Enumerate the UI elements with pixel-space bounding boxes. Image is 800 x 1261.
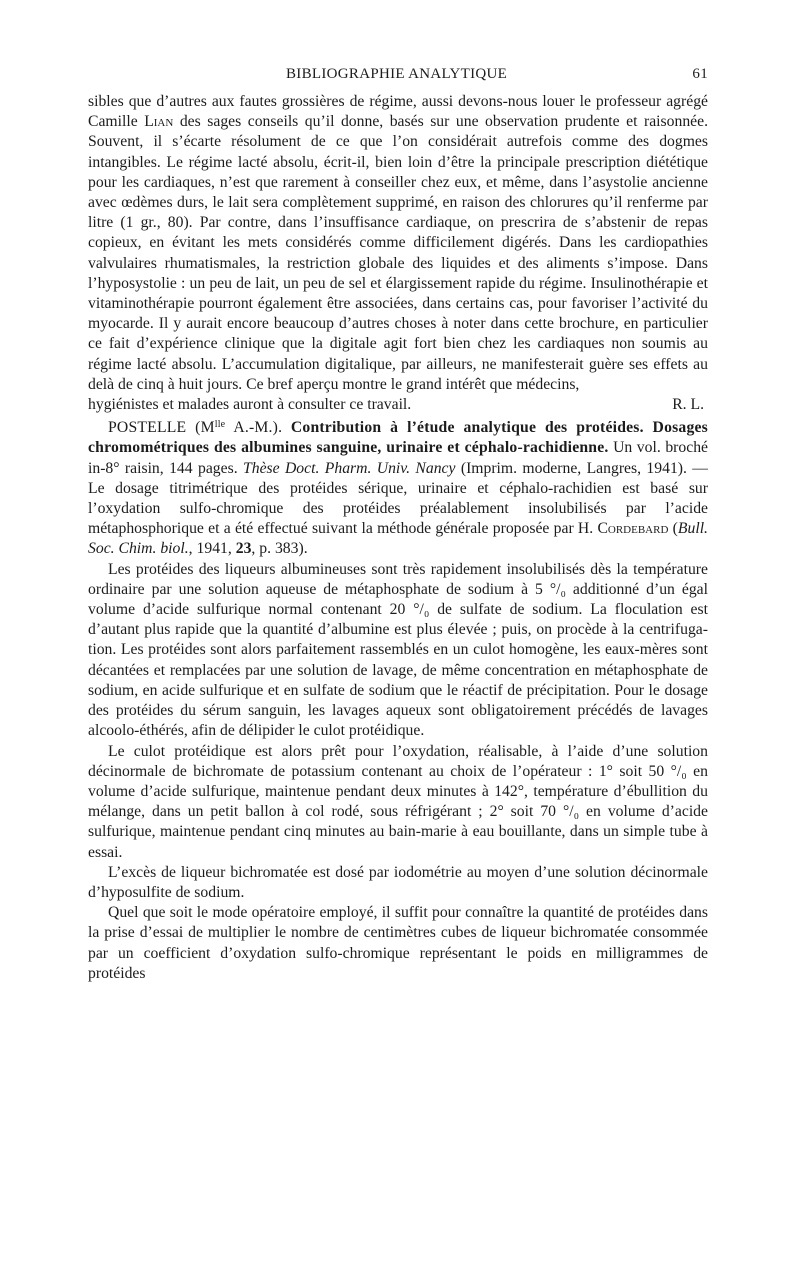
paragraph-oxydation: Le culot protéidique est alors prêt pour l’oxydation, réalisable, à l’aide d’une solution décinormale de bichromate de potassium contenant au choix de l’opérateur : 1° soit 50 °/₀ en volume d’acide sulfurique, maintenue pendant deux minutes à 142°, température d’ébullition du mélange, dans un petit ballon à col rodé, sous réfrigérant ; 2° soit 70 °/₀ en volume d’acide sulfurique, maintenue pendant cinq minutes au bain-marie à eau bouillante, dans un simple tube à essai. — [88, 742, 708, 861]
page-number: 61 — [692, 66, 708, 82]
paragraph-iodometrie: L’excès de liqueur bichromatée est dosé par iodométrie au moyen d’une solution décinormale d’hyposulfite de sodium. — [88, 863, 708, 901]
bibliographic-entry: POSTELLE ($M^{lle}$ A.-M.). Contribution à l’étude analytique des protéides. Dosages chromométriques des albumines sanguine, urinaire et céphalo-rachidienne. Un vol. broché in-8° raisin, 144 pages. Thèse Doct. Pharm. Univ. Nancy (Imprim. moderne, Langres, 1941). — Le dosage titrimétrique des protéides sérique, urinaire et céphalo-rachidien est basé sur l’oxydation sulfo-chromique des protéides préalablement insolubilisés par l’acide métaphosphorique et a été effectué suivant la méthode générale proposée par H. Cordebard (Bull. Soc. Chim. biol., 1941, 23, p. 383). — [88, 419, 709, 558]
author-lian: Lian — [144, 113, 174, 131]
journal-volume: 23 — [235, 540, 252, 558]
reviewer-signature: R. L. — [672, 396, 704, 414]
author-cordebard: Cordebard — [597, 520, 669, 538]
review-continuation-paragraph: sibles que d’autres aux fautes grossières de régime, aussi devons-nous louer le professeur agrégé Camille Lian des sages conseils qu’il donne, basés sur une observation prudente et raisonnée. Souvent, il s’écarte résolument de ce que l’on considérait autrefois comme des dogmes intangibles. Le régime lacté absolu, écrit-il, bien loin d’être la principale prescription diététique pour les cardiaques, n’est que rarement à conseiller chez eux, et même, dans l’asystolie ancienne avec œdèmes durs, le lait sera complètement supprimé, en raison des chlorures qu’il renferme par litre (1 gr., 80). Par contre, dans l’insuffisance cardiaque, on prescrira de s’abstenir de repas copieux, en évitant les mets considérés comme difficilement digérés. Dans les cardiopathies valvulaires rhumatismales, la restriction globale des liquides et des aliments s’impose. Dans l’hyposystolie : un peu de lait, un peu de sel et élargissement rapide du régime. Insulinothérapie et vitaminothérapie pourront également être associées, dans certains cas, pour favoriser l’activité du myocarde. Il y aurait encore beaucoup d’autres choses à noter dans cette brochure, en particulier ce fait d’expérience clinique que la digitale agit fort bien chez les cardiaques non soumis au régime lacté absolu. L’accumulation digitalique, par ailleurs, ne manifesterait guère ses effets au delà de cinq à huit jours. Ce bref aperçu montre le grand intérêt que médecins, — [88, 93, 709, 393]
paragraph-insolubilisation: Les protéides des liqueurs albumineuses sont très rapidement insolubilisés dès la température ordinaire par une solution aqueuse de métaphosphate de sodium à 5 °/₀ additionné d’un égal volume d’acide sulfurique normal contenant 20 °/₀ de sulfate de sodium. La floculation est d’autant plus rapide que la quantité d’albumine est plus élevée ; puis, on procède à la centrifugation. Les protéides sont alors parfaitement rassemblés en un culot homogène, les eaux-mères sont décantées et remplacées par une solution de lavage, de même concentration en métaphosphate de sodium, en acide sulfurique et en sulfate de sodium que le réactif de précipitation. Pour le dosage des protéides du sérum sanguin, les lavages aqueux sont obligatoirement précédés de lavages alcoolo-éthérés, afin de délipider le culot protéidique. — [88, 560, 708, 740]
entry-author: POSTELLE ($M^{lle}$ A.-M.). — [108, 419, 283, 437]
paragraph-calcul: Quel que soit le mode opératoire employé, il suffit pour connaître la quantité de protéides dans la prise d’essai de multiplier le nombre de centimètres cubes de liqueur bichromatée consommée par un coefficient d’oxydation sulfo-chromique représentant le poids en milligrammes de protéides — [88, 904, 708, 982]
review-closing-line — [88, 395, 708, 415]
journal-page — [88, 64, 708, 1244]
thesis-reference: Thèse Doct. Pharm. Univ. Nancy — [243, 459, 456, 477]
article-body — [88, 92, 708, 984]
entry-title: Contribution à l’étude analytique des protéides. Dosages chromométriques des albumines sanguine, urinaire et céphalo-rachidienne. — [88, 419, 708, 457]
running-title: BIBLIOGRAPHIE ANALYTIQUE — [286, 66, 508, 82]
running-head — [88, 64, 708, 92]
review-last-line: hygiénistes et malades auront à consulter ce travail. — [88, 396, 412, 414]
journal-reference: Bull. Soc. Chim. biol. — [88, 520, 708, 558]
